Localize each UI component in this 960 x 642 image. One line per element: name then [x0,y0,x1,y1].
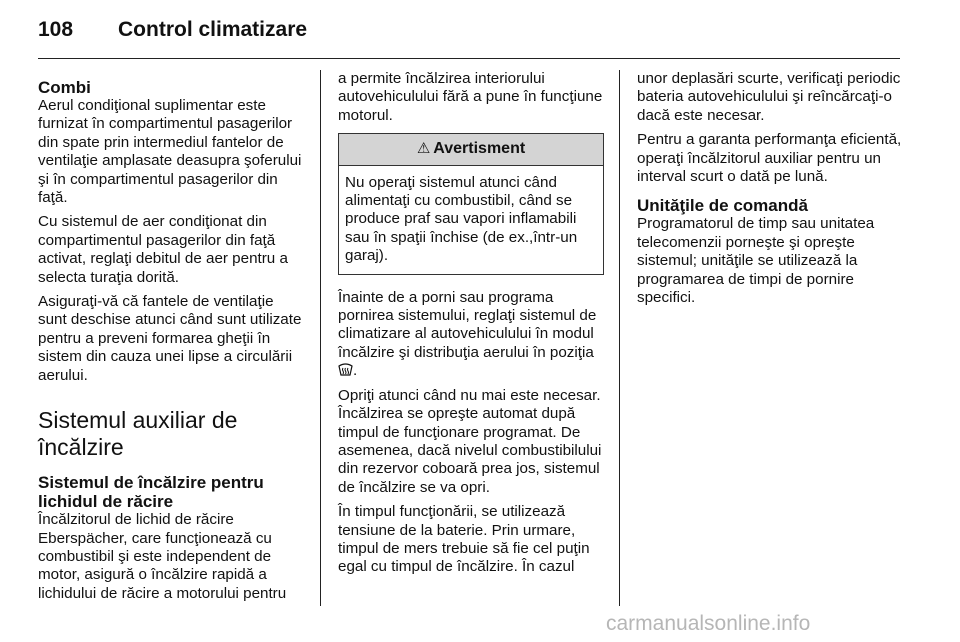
page-number: 108 [38,18,74,41]
coolant-heater-paragraph: Încălzitorul de lichid de răcire Eberspächer, care funcţionează cu combustibil şi este independent de motor, asigură o încălzire rapidă a lichidului de răcire a motorului pentru [38,511,287,602]
coolant-heater-heading: Sistemul de încălzire pentru lichidul de răcire [38,473,264,512]
combi-heading: Combi [38,78,91,97]
warning-header [339,134,603,165]
control-units-heading: Unităţile de comandă [637,196,808,216]
combi-paragraph-1: Aerul condiţional suplimentar este furnizat în compartimentul pasagerilor din spate prin intermediul fantelor de ventilaţie amplasate deasupra şoferului şi în compartimentul pasagerilor din faţă. [38,97,302,207]
combi-paragraph-2: Cu sistemul de aer condiţionat din compartimentul pasagerilor din faţă activat, reglaţi debitul de aer pentru a selecta turaţia dorită. [38,213,288,286]
auxiliary-heating-heading: Sistemul auxiliar de încălzire [38,407,238,461]
column-divider-2 [619,70,620,606]
warning-text: Nu operaţi sistemul atunci când alimentaţi cu combustibil, când se produce praf sau vapori inflamabili sau în spaţii închise (de ex.,într-un garaj). [345,173,578,265]
column-1 [38,70,304,609]
page-header [38,18,307,42]
performance-paragraph: Pentru a garanta performanţa eficientă, operaţi încălzitorul auxiliar pentru un interval scurt o dată pe lună. [637,131,902,186]
windshield-defrost-icon [338,362,353,379]
warning-box [338,133,604,274]
column-2 [338,70,604,583]
setup-paragraph: Înainte de a porni sau programa pornirea sistemului, reglaţi sistemul de climatizare al autovehiculului în modul încălzire şi distribuţia aerului în poziţia . [338,288,597,380]
column-divider-1 [320,70,321,606]
setup-text: Înainte de a porni sau programa pornirea sistemului, reglaţi sistemul de climatizare al autovehiculului în modul încălzire şi distribuţia aerului în poziţia [338,288,597,361]
column-3 [637,70,903,313]
combi-paragraph-3: Asiguraţi-vă că fantele de ventilaţie sunt deschise atunci când sunt utilizate pentru a preveni formarea gheţii în sistem din cauza unei lipse a circulării aerului. [38,293,302,384]
page-title: Control climatizare [118,18,308,41]
watermark: carmanualsonline.info [606,612,811,635]
continuation-paragraph: a permite încălzirea interiorului autovehiculului fără a pune în funcţiune motorul. [338,70,603,124]
warning-title: Avertisment [433,140,526,158]
stop-paragraph: Opriţi atunci când nu mai este necesar. Încălzirea se opreşte automat după timpul de funcţionare programat. De asemenea, dacă nivelul combustibilului din rezervor coboară prea jos, sistemul de încălzire se va opri. [338,386,602,496]
header-rule [38,58,900,59]
battery-paragraph: În timpul funcţionării, se utilizează tensiune de la baterie. Prin urmare, timpul de mers trebuie să fie cel puţin egal cu timpul de încălzire. În cazul [338,503,590,576]
control-units-paragraph: Programatorul de timp sau unitatea telecomenzii porneşte şi opreşte sistemul; unităţile se utilizează la programarea de timpi de pornire specifici. [637,215,875,307]
short-trips-paragraph: unor deplasări scurte, verificaţi periodic bateria autovehiculului şi reîncărcaţi-o dacă este necesar. [637,70,901,124]
warning-triangle-icon: ⚠ [416,140,431,158]
